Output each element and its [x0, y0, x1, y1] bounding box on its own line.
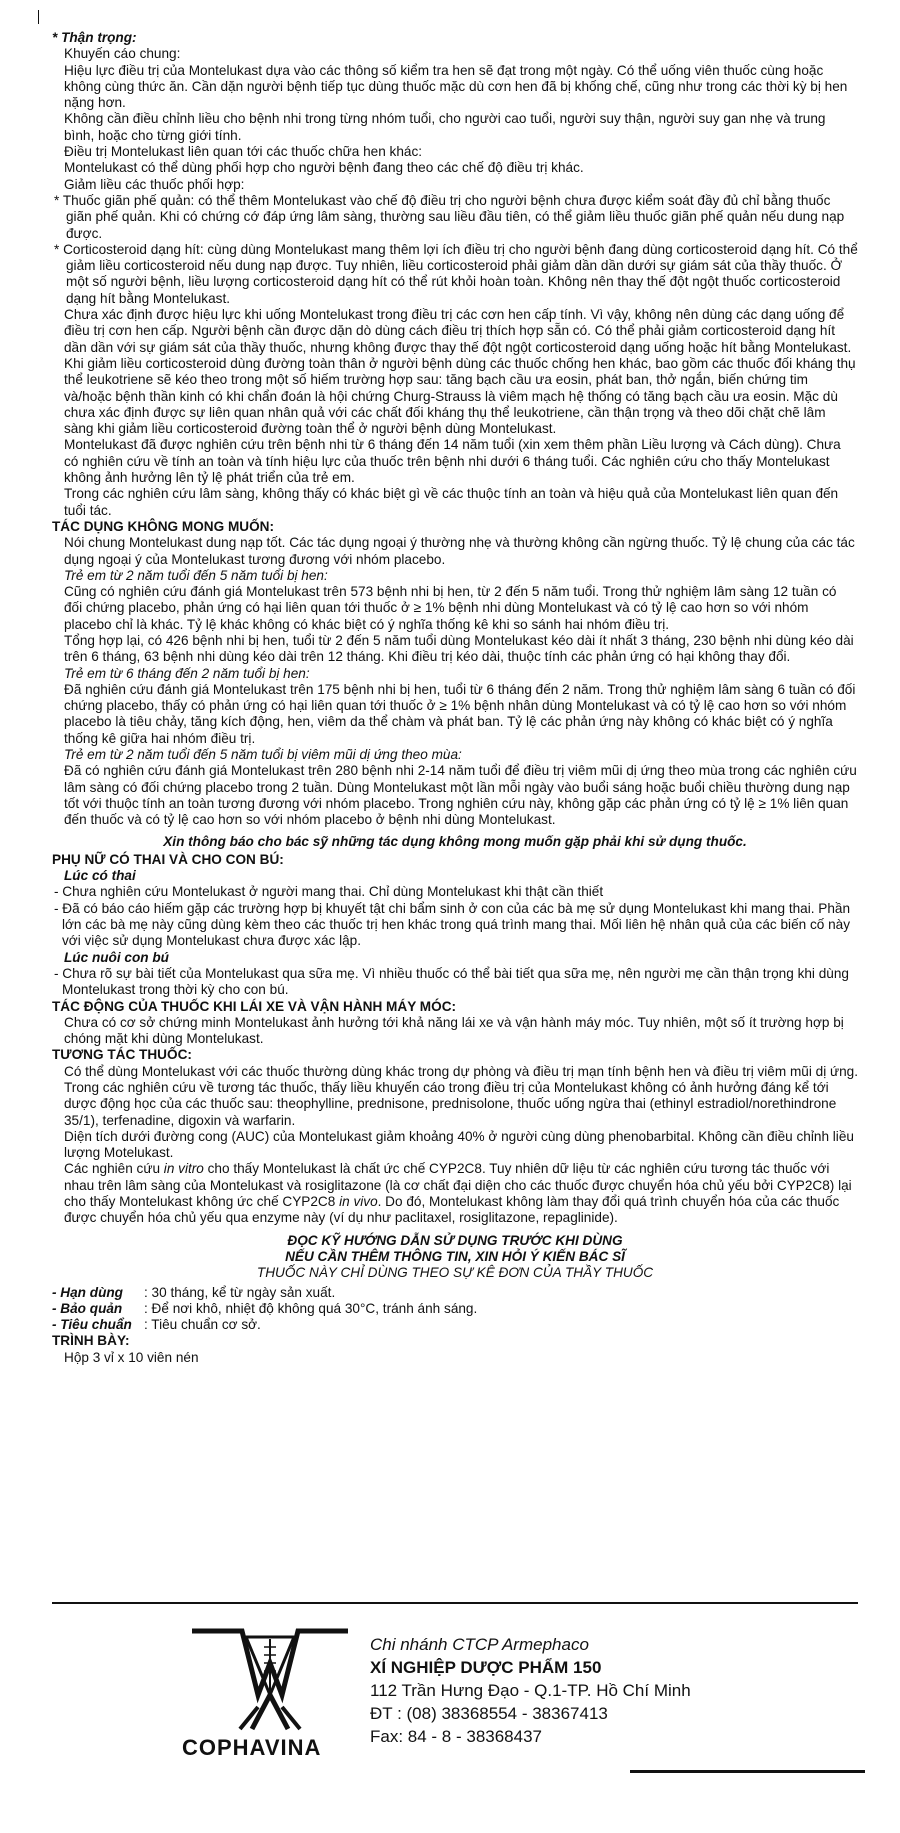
text-run-italic: in vivo — [339, 1194, 378, 1210]
bottom-divider — [630, 1770, 865, 1773]
paragraph: Đã có nghiên cứu đánh giá Montelukast trên 280 bệnh nhi 2-14 năm tuổi để điều trị viêm mũi dị ứng theo mùa trong các nghiên cứu lâm sàng có đối chứng placebo trong 2 tuần. Dùng Montelukast một lần mỗi ngày vào buổi sáng hoặc buổi chiều thường dung nạp tốt với thuộc tính an toàn tương đương với nhóm placebo. Trong nghiên cứu này, không gặp các phản ứng có tỷ lệ ≥ 1% liên quan đến thuốc và có tỷ lệ cao hơn so với nhóm placebo ở bệnh nhi dùng Montelukast. — [64, 763, 857, 828]
caution-line: ĐỌC KỸ HƯỚNG DẪN SỬ DỤNG TRƯỚC KHI DÙNG — [287, 1232, 623, 1248]
branch-name: Chi nhánh CTCP Armephaco — [370, 1635, 589, 1654]
meta-row-shelf-life — [52, 1285, 858, 1301]
paragraph: Trong các nghiên cứu lâm sàng, không thấy có khác biệt gì về các thuộc tính an toàn và hiệu quả của Montelukast liên quan đến tuổi tác. — [64, 486, 839, 518]
paragraph: Montelukast đã được nghiên cứu trên bệnh nhi từ 6 tháng đến 14 năm tuổi (xin xem thêm phần Liều lượng và Cách dùng). Chưa có nghiên cứu về tính an toàn và tính hiệu lực của thuốc trên bệnh nhi dưới 6 tháng tuổi. Các nghiên cứu cho thấy Montelukast không ảnh hưởng lên tỷ lệ phát triển của trẻ em. — [64, 437, 841, 486]
paragraph: Không cần điều chỉnh liều cho bệnh nhi trong từng nhóm tuổi, cho người cao tuổi, người suy thận, người suy gan nhẹ và trung bình, hoặc cho từng giới tính. — [64, 111, 826, 143]
leaflet-body — [52, 30, 858, 1366]
paragraph: Hiệu lực điều trị của Montelukast dựa vào các thông số kiểm tra hen sẽ đạt trong một ngày. Có thể uống viên thuốc cùng hoặc không cùng thức ăn. Cần dặn người bệnh tiếp tục dùng thuốc mặc dù cơn hen đã bị khống chế, cũng như trong các thời kỳ bị hen nặng hơn. — [64, 62, 848, 111]
meta-list — [52, 1285, 858, 1334]
paragraph: Khi giảm liều corticosteroid dùng đường toàn thân ở người bệnh dùng các thuốc chống hen khác, bao gồm các thuốc đối kháng thụ thể leukotriene sẽ kéo theo trong một số hiếm trường hợp sau: tăng bạch cầu ưa eosin, phát ban, thở ngắn, biến chứng tim và/hoặc bệnh thần kinh có khi chẩn đoán là hội chứng Churg-Strauss là viêm mạch hệ thống có tăng bạch cầu ưa eosin. Mặc dù chưa xác định được sự liên quan nhân quả với các chất đối kháng thụ thể leukotriene, cần thận trọng và theo dõi chặt chẽ lâm sàng khi giảm liều corticosteroid đường toàn thể ở người bệnh dùng Montelukast. — [64, 355, 856, 437]
text-run: . Do đó, Montelukast không làm thay đổi quá trình chuyển hóa của các thuốc được chuyển hóa chủ yếu qua enzyme này (ví dụ như paclitaxel, rosiglitazone, repaglinide). — [64, 1194, 840, 1226]
divider — [52, 1602, 858, 1604]
phone: ĐT : (08) 38368554 - 38367413 — [370, 1704, 608, 1723]
subheading: Trẻ em từ 6 tháng đến 2 năm tuổi bị hen: — [64, 665, 310, 681]
subheading: Lúc có thai — [64, 868, 136, 884]
manufacturer-footer — [180, 1625, 880, 1765]
caution-line: NẾU CẦN THÊM THÔNG TIN, XIN HỎI Ý KIẾN BÁC SĨ — [285, 1248, 625, 1264]
subheading: Trẻ em từ 2 năm tuổi đến 5 năm tuổi bị viêm mũi dị ứng theo mùa: — [64, 747, 462, 763]
address: 112 Trần Hưng Đạo - Q.1-TP. Hồ Chí Minh — [370, 1681, 691, 1700]
paragraph: Chưa có cơ sở chứng minh Montelukast ảnh hưởng tới khả năng lái xe và vận hành máy móc. Tuy nhiên, một số ít trường hợp bị chóng mặt khi dùng Montelukast. — [64, 1014, 844, 1047]
caution-line: THUỐC NÀY CHỈ DÙNG THEO SỰ KÊ ĐƠN CỦA THẦY THUỐC — [256, 1265, 654, 1281]
text-run: Các nghiên cứu — [64, 1161, 164, 1177]
meta-key: - Hạn dùng — [52, 1284, 123, 1300]
paragraph: Nói chung Montelukast dung nạp tốt. Các tác dụng ngoại ý thường nhẹ và thường không cần ngừng thuốc. Tỷ lệ chung của các tác dụng ngoại ý của Montelukast tương đương với nhóm placebo. — [64, 535, 855, 567]
paragraph: Tổng hợp lại, có 426 bệnh nhi bị hen, tuổi từ 2 đến 5 năm tuổi dùng Montelukast kéo dài ít nhất 3 tháng, 230 bệnh nhi dùng kéo dài trên 6 tháng, 63 bệnh nhi dùng kéo dài trên 12 tháng. Khi điều trị kéo dài, thuộc tính các phản ứng có hại không thay đổi. — [64, 632, 854, 665]
paragraph: Diện tích dưới đường cong (AUC) của Montelukast giảm khoảng 40% ở người cùng dùng phenobarbital. Không cần điều chỉnh liều lượng Motelukast. — [64, 1128, 854, 1161]
bullet-item: * Corticosteroid dạng hít: cùng dùng Montelukast mang thêm lợi ích điều trị cho người bệnh đang dùng corticosteroid dạng hít. Có thể giảm liều corticosteroid nếu dung nạp được. Tuy nhiên, liều corticosteroid phải giảm dần dần dưới sự giám sát của thầy thuốc. Ở một số người bệnh, liều lượng corticosteroid dạng hít có thể rút khỏi hoàn toàn. Không nên thay thế đột ngột thuốc corticosteroid dạng hít bằng Montelukast. — [54, 241, 858, 306]
paragraph: Cũng có nghiên cứu đánh giá Montelukast trên 573 bệnh nhi bị hen, từ 2 đến 5 năm tuổi. Trong thử nghiệm lâm sàng 12 tuần có đối chứng placebo, phản ứng có hại liên quan tới thuốc ở ≥ 1% bệnh nhi dùng Montelukast và có tỷ lệ cao hơn so với nhóm placebo chỉ là khác. Tỷ lệ khác không có khác biệt có ý nghĩa thống kê khi so sánh hai nhóm điều trị. — [64, 584, 837, 632]
section-heading-driving: TÁC ĐỘNG CỦA THUỐC KHI LÁI XE VÀ VẬN HÀNH MÁY MÓC: — [52, 998, 457, 1014]
fax: Fax: 84 - 8 - 38368437 — [370, 1727, 543, 1746]
dash-item: - Chưa nghiên cứu Montelukast ở người mang thai. Chỉ dùng Montelukast khi thật cần thiết — [54, 884, 604, 900]
paragraph: Có thể dùng Montelukast với các thuốc thường dùng khác trong dự phòng và điều trị mạn tính bệnh hen và điều trị viêm mũi dị ứng. Trong các nghiên cứu về tương tác thuốc, thấy liều khuyến cáo trong điều trị của Montelukast không có ảnh hưởng đáng kể tới dược động học của các thuốc sau: theophylline, prednisone, prednisolone, thuốc uống ngừa thai (ethinyl estradiol/norethindrone 35/1), terfenadine, digoxin và warfarin. — [64, 1063, 858, 1128]
paragraph: Hộp 3 vỉ x 10 viên nén — [64, 1349, 199, 1365]
paragraph: Giảm liều các thuốc phối hợp: — [64, 176, 245, 192]
section-heading-interactions: TƯƠNG TÁC THUỐC: — [52, 1047, 192, 1063]
cophavina-logo-icon — [180, 1625, 360, 1733]
brand-name: COPHAVINA — [182, 1735, 322, 1760]
dash-item: - Chưa rõ sự bài tiết của Montelukast qua sữa mẹ. Vì nhiều thuốc có thể bài tiết qua sữa mẹ, nên người mẹ cần thận trọng khi dùng Montelukast trong thời kỳ cho con bú. — [54, 965, 849, 998]
paragraph: Chưa xác định được hiệu lực khi uống Montelukast trong điều trị các cơn hen cấp tính. Vì vậy, không nên dùng các dạng uống để điều trị cơn hen cấp. Người bệnh cần được dặn dò dùng cách điều trị thích hợp sẵn có. Có thể phải giảm corticosteroid dạng hít dần dần với sự giám sát của thầy thuốc, nhưng không được thay thế đột ngột corticosteroid dạng uống hoặc hít bằng Montelukast. — [64, 307, 852, 355]
meta-value: : Để nơi khô, nhiệt độ không quá 30°C, tránh ánh sáng. — [144, 1300, 478, 1316]
meta-row-standard — [52, 1317, 858, 1333]
section-heading-presentation: TRÌNH BÀY: — [52, 1333, 130, 1349]
bullet-item: * Thuốc giãn phế quản: có thể thêm Montelukast vào chế độ điều trị cho người bệnh chưa được kiểm soát đầy đủ chỉ bằng thuốc giãn phế quản. Khi có chứng cớ đáp ứng lâm sàng, thường sau liều đầu tiên, có thể giảm liều thuốc giãn phế quản nếu dung nạp được. — [54, 192, 845, 241]
company-info — [370, 1633, 691, 1748]
paragraph: Điều trị Montelukast liên quan tới các thuốc chữa hen khác: — [64, 144, 423, 160]
paragraph: Khuyến cáo chung: — [64, 46, 181, 62]
paragraph — [52, 1161, 858, 1226]
meta-value: : 30 tháng, kể từ ngày sản xuất. — [144, 1284, 336, 1300]
section-heading-precautions: * Thận trọng: — [52, 30, 137, 45]
cophavina-logo — [180, 1625, 360, 1765]
factory-name: XÍ NGHIỆP DƯỢC PHẨM 150 — [370, 1658, 602, 1677]
section-heading-side-effects: TÁC DỤNG KHÔNG MONG MUỐN: — [52, 518, 275, 534]
margin-mark — [38, 10, 39, 24]
paragraph: Montelukast có thể dùng phối hợp cho người bệnh đang theo các chế độ điều trị khác. — [64, 160, 584, 176]
text-run: cho thấy Montelukast là chất ức chế CYP2C8. Tuy nhiên dữ liệu từ các nghiên cứu tương tác thuốc với nhau trên lâm sàng của Montelukast và rosiglitazone (là cơ chất đại diện cho các thuốc được chuyển hóa chủ yếu bởi CYP2C8) lại cho thấy Montelukast không ức chế CYP2C8 — [64, 1161, 852, 1210]
section-heading-pregnancy: PHỤ NỮ CÓ THAI VÀ CHO CON BÚ: — [52, 851, 284, 867]
paragraph: Đã nghiên cứu đánh giá Montelukast trên 175 bệnh nhi bị hen, tuổi từ 6 tháng đến 2 năm. Trong thử nghiệm lâm sàng 6 tuần có đối chứng placebo, thấy có phản ứng có hại liên quan tới thuốc ở ≥ 1% bệnh nhân dùng Montelukast và có tỷ lệ cao hơn so với nhóm placebo là tiêu chảy, tăng kích động, hen, viêm da thể chàm và phát ban. Tỷ lệ các phản ứng này không có khác biệt có ý nghĩa thống kê giữa hai nhóm điều trị. — [64, 681, 856, 746]
meta-row-storage — [52, 1301, 858, 1317]
subheading: Trẻ em từ 2 năm tuổi đến 5 năm tuổi bị hen: — [64, 567, 328, 583]
text-run-italic: in vitro — [163, 1161, 204, 1177]
dash-item: - Đã có báo cáo hiếm gặp các trường hợp bị khuyết tật chi bẩm sinh ở con của các bà mẹ sử dụng Montelukast khi mang thai. Phần lớn các bà mẹ này cũng dùng kèm theo các thuốc trị hen khác trong quá trình mang thai. Mối liên hệ nhân quả của các biến cố này với việc sử dụng Montelukast chưa được xác lập. — [54, 900, 851, 949]
report-notice: Xin thông báo cho bác sỹ những tác dụng không mong muốn gặp phải khi sử dụng thuốc. — [163, 833, 747, 849]
meta-value: : Tiêu chuẩn cơ sở. — [144, 1317, 261, 1333]
meta-key: - Tiêu chuẩn — [52, 1317, 132, 1333]
subheading: Lúc nuôi con bú — [64, 949, 169, 965]
caution-block — [52, 1233, 858, 1282]
meta-key: - Bảo quản — [52, 1300, 123, 1316]
